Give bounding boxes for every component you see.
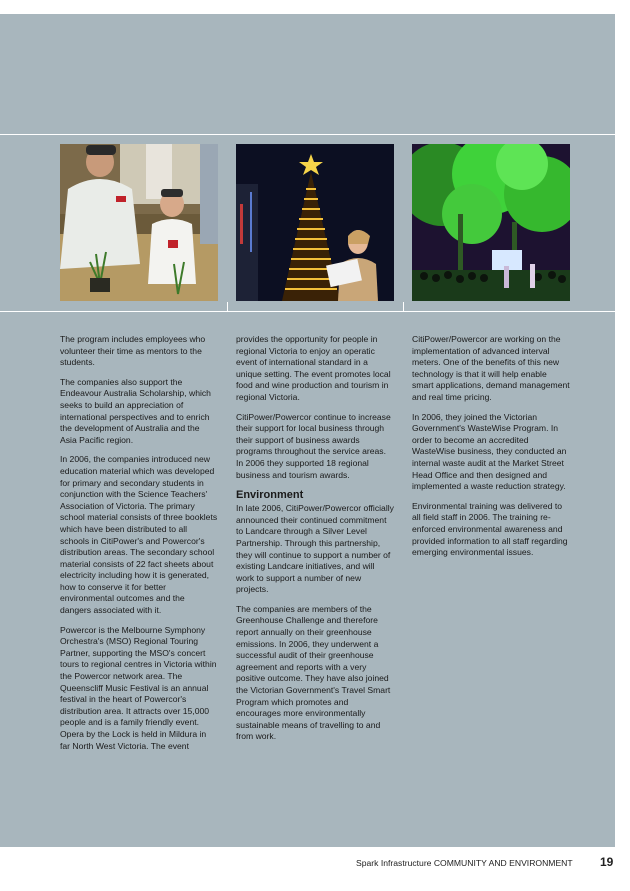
column-right (412, 334, 570, 567)
paragraph: In late 2006, CitiPower/Powercor officially announced their continued commitment to Landcare through a Silver Level Partnership. Through this partnership, they will continue to support a number of existing Landcare initiatives, and will work to support a number of new projects. (236, 503, 394, 595)
top-rule (0, 134, 615, 135)
paragraph: The companies are members of the Greenhouse Challenge and therefore report annually on their greenhouse emissions. In 2006, they underwent a successful audit of their greenhouse agreement and reports with a very positive outcome. They have also joined the Victorian Government's Travel Smart Program which promotes and encourages more environmentally sustainable means of travelling to and from work. (236, 603, 391, 742)
paragraph: provides the opportunity for people in regional Victoria to enjoy an operatic event of international standard in a unique setting. The event promotes local food and wine production and tourism in regional Victoria. (236, 334, 391, 402)
paragraph: Powercor is the Melbourne Symphony Orchestra's (MSO) Regional Touring Partner, supporting the MSO's concert tours to regional centres in Victoria within the Powercor network area. The Queenscliff Music Festival is an annual festival in the heart of Powercor's distribution area. It attracts over 15,000 people and is a family friendly event. Opera by the Lock is held in Mildura in far North West Victoria. The event (60, 624, 217, 751)
page-number: 19 (600, 855, 614, 869)
paragraph: Environmental training was delivered to all field staff in 2006. The training re-enforced environmental awareness and provided information to all staff regarding emerging environmental issues. (412, 500, 568, 558)
photo-green-lit-trees-event (412, 144, 570, 301)
photo-landcare-planting (60, 144, 218, 301)
footer-title: Spark Infrastructure COMMUNITY AND ENVIRONMENT (356, 858, 573, 868)
paragraph: The companies also support the Endeavour Australia Scholarship, which seeks to build an appreciation of international perspectives and to enrich the development of Australia and the Asia Pacific region. (60, 376, 211, 445)
photo-christmas-tree-opera (236, 144, 394, 301)
paragraph: In 2006, they joined the Victorian Government's WasteWise Program. In order to become an accredited WasteWise business, they conducted an internal waste audit at the Market Street Head Office and then designed and implemented a waste reduction strategy. (412, 411, 567, 492)
divider-tick (403, 302, 404, 311)
paragraph: In 2006, the companies introduced new education material which was developed for primary and secondary students in conjunction with the Science Teachers' Association of Victoria. The primary school material consists of three booklets which have been distributed to all schools in CitiPower's and Powercor's distribution areas. The secondary school material consists of 22 fact sheets about electricity including how it is generated, how to conserve it for better environmental outcomes and the dangers associated with it. (60, 454, 218, 616)
column-middle (236, 334, 394, 751)
section-heading-environment: Environment (236, 489, 304, 502)
paragraph: CitiPower/Powercor are working on the implementation of advanced interval meters. One of the benefits of this new technology is that it will help enable smart applications, demand management and real time pricing. (412, 334, 570, 402)
bottom-rule (0, 311, 615, 312)
paragraph: CitiPower/Powercor continue to increase their support for local business through their support of business awards programs throughout the service areas. In 2006 they supported 18 regional business and tourism awards. (236, 411, 391, 480)
divider-tick (227, 302, 228, 311)
paragraph: The program includes employees who volunteer their time as mentors to the students. (60, 334, 206, 368)
column-left (60, 334, 218, 760)
